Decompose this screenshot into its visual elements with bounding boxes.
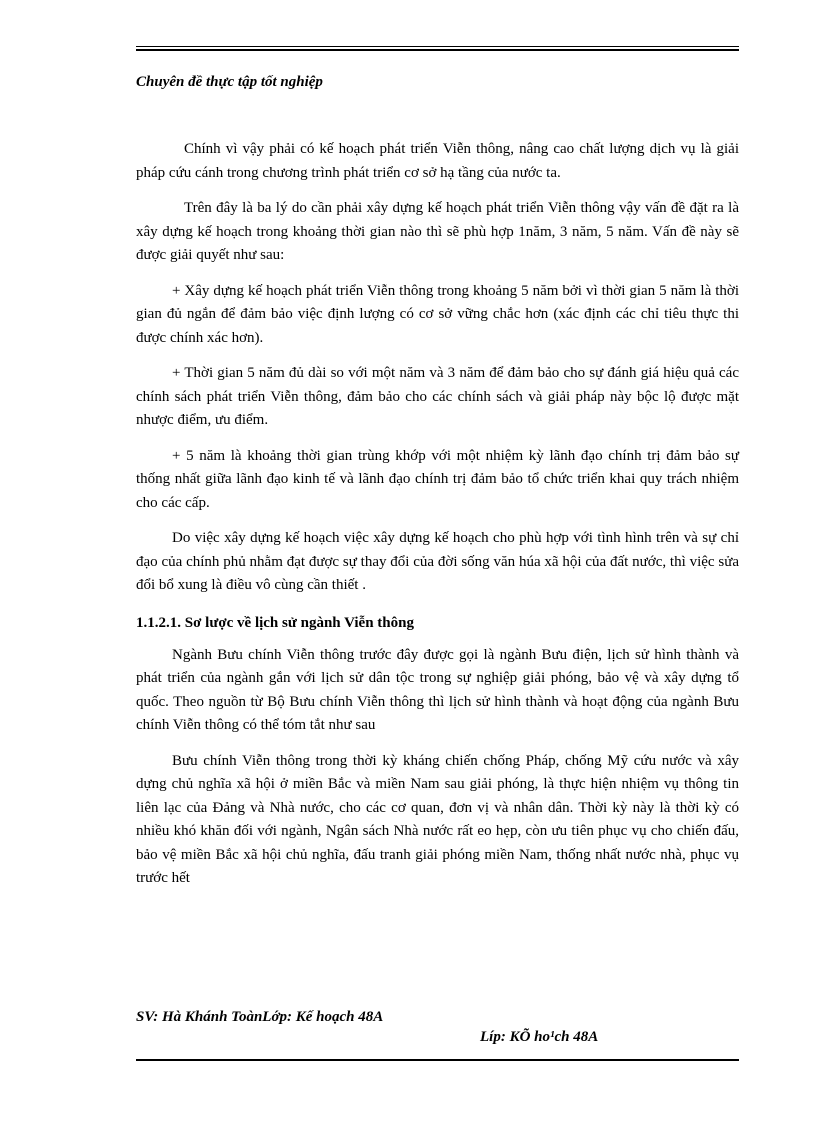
paragraph: Trên đây là ba lý do cần phải xây dựng kế hoạch phát triển Viễn thông vậy vấn đề đặt ra là xây dựng kế hoạch trong khoảng thời gian nào thì sẽ phù hợp 1năm, 3 năm, 5 năm. Vấn đề này sẽ được giải quyết như sau: xyxy=(136,200,739,263)
paragraph: Bưu chính Viễn thông trong thời kỳ kháng chiến chống Pháp, chống Mỹ cứu nước và xây dựng chủ nghĩa xã hội ở miền Bắc và miền Nam sau giải phóng, là thực hiện nhiệm vụ thông tin liên lạc của Đảng và Nhà nước, cho các cơ quan, đơn vị và nhân dân. Thời kỳ này là thời kỳ có nhiều khó khăn đối với ngành, Ngân sách Nhà nước rất eo hẹp, còn ưu tiên phục vụ cho chiến đấu, bảo vệ miền Bắc xã hội chủ nghĩa, đấu tranh giải phóng miền Nam, thống nhất nước nhà, phục vụ trước hết xyxy=(136,752,739,886)
bullet-paragraph: + Xây dựng kế hoạch phát triển Viễn thông trong khoảng 5 năm bởi vì thời gian 5 năm là thời gian đủ ngắn để đảm bảo việc định lượng có cơ sở vững chắc hơn (xác định các chỉ tiêu thực thi được chính xác hơn). xyxy=(136,282,739,346)
document-body xyxy=(136,138,739,903)
footer-rule xyxy=(136,1059,739,1061)
paragraph: Ngành Bưu chính Viễn thông trước đây được gọi là ngành Bưu điện, lịch sử hình thành và phát triển của ngành gắn với lịch sử dân tộc trong sự nghiệp giải phóng, bảo vệ và xây dựng tổ quốc. Theo nguồn từ Bộ Bưu chính Viễn thông thì lịch sử hình thành và hoạt động của ngành Bưu chính Viễn thông có thể tóm tắt như sau xyxy=(136,646,739,733)
bullet-paragraph: + Thời gian 5 năm đủ dài so với một năm và 3 năm để đảm bảo cho sự đánh giá hiệu quả các chính sách phát triển Viễn thông, đảm bảo cho các chính sách và giải pháp này bộc lộ được mặt nhược điểm, ưu điểm. xyxy=(136,365,739,428)
paragraph: Chính vì vậy phải có kế hoạch phát triển Viễn thông, nâng cao chất lượng dịch vụ là giải pháp cứu cánh trong chương trình phát triển cơ sở hạ tầng của nước ta. xyxy=(136,141,739,181)
paragraph: Do việc xây dựng kế hoạch việc xây dựng kế hoạch cho phù hợp với tình hình trên và sự chỉ đạo của chính phủ nhằm đạt được sự thay đổi của đời sống văn húa xã hội của đất nước, thì việc sửa đổi bổ xung là điều vô cùng cần thiết . xyxy=(136,530,739,593)
bullet-paragraph: + 5 năm là khoảng thời gian trùng khớp với một nhiệm kỳ lãnh đạo chính trị đảm bảo sự thống nhất giữa lãnh đạo kinh tế và lãnh đạo chính trị đảm bảo tổ chức triển khai quy trách nhiệm cho các cấp. xyxy=(136,447,739,511)
footer-class-line: Líp: KÕ ho¹ch 48A xyxy=(480,1029,599,1045)
section-heading: 1.1.2.1. Sơ lược về lịch sử ngành Viễn thông xyxy=(136,614,414,631)
footer-student-line: SV: Hà Khánh ToànLớp: Kế hoạch 48A xyxy=(136,1009,384,1025)
header-title: Chuyên đề thực tập tốt nghiệp xyxy=(136,74,323,90)
header-rule xyxy=(136,46,739,51)
